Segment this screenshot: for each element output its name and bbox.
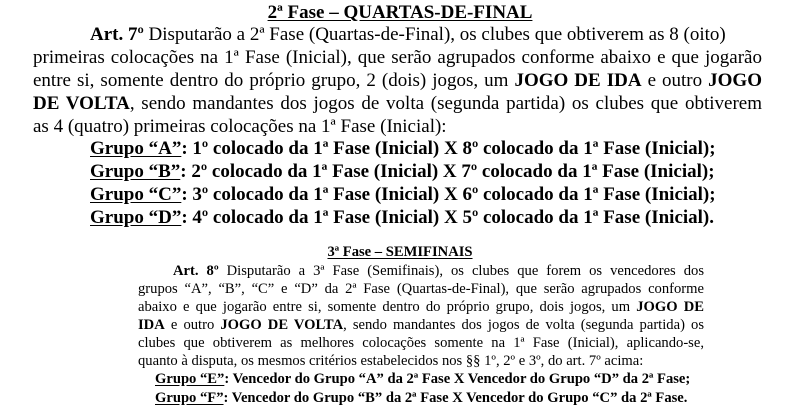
de-volta-label: DE VOLTA (33, 93, 130, 114)
art8-line2: grupos “A”, “B”, “C” e “D” da 2ª Fase (Quartas-de-Final), que serão agrupados conforme (138, 281, 704, 297)
group-f-line (155, 391, 687, 406)
group-b-label: Grupo “B” (90, 161, 181, 182)
fase2-heading: 2ª Fase – QUARTAS-DE-FINAL (267, 2, 533, 23)
art7-line4-b: , sendo mandantes dos jogos de volta (segunda partida) os clubes que obtiverem (129, 93, 762, 114)
group-f-label: Grupo “F” (155, 390, 224, 406)
group-a-label: Grupo “A” (90, 138, 182, 159)
group-b-line (90, 162, 715, 181)
art7-line5: as 4 (quatro) primeiras colocações na 1ª Fase (Inicial): (33, 116, 447, 137)
art7-label: Art. 7º (90, 24, 144, 45)
art8-line1-text: Disputarão a 3ª Fase (Semifinais), os clubes que forem os vencedores dos (218, 263, 704, 279)
group-b-text: : 2º colocado da 1ª Fase (Inicial) X 7º colocado da 1ª Fase (Inicial); (180, 161, 715, 182)
art7-line3-a: entre si, somente dentro do próprio grupo, 2 (dois) jogos, um (33, 70, 515, 91)
group-a-text: : 1º colocado da 1ª Fase (Inicial) X 8º colocado da 1ª Fase (Inicial); (181, 138, 716, 159)
group-c-line (90, 185, 716, 204)
art8-line4 (138, 318, 704, 333)
group-e-text: : Vencedor do Grupo “A” da 2ª Fase X Vencedor do Grupo “D” da 2ª Fase; (224, 371, 691, 387)
fase3-heading: 3ª Fase – SEMIFINAIS (327, 244, 473, 260)
art8-line5: clubes que obtiverem as melhores colocações somente na 1ª Fase (Inicial), aplicando-se, (138, 335, 704, 351)
art7-line1-text: Disputarão a 2ª Fase (Quartas-de-Final), os clubes que obtiverem as 8 (oito) (143, 24, 726, 45)
jogo-de-ida-label: JOGO DE IDA (514, 70, 642, 91)
art8-line3-a: abaixo e que jogarão entre si, somente dentro do próprio grupo, dois jogos, um (138, 299, 637, 315)
art7-line3-c: e outro (641, 70, 709, 91)
jogo-de-label: JOGO DE (636, 299, 704, 315)
group-c-label: Grupo “C” (90, 184, 182, 205)
jogo-label: JOGO (708, 70, 762, 91)
group-c-text: : 3º colocado da 1ª Fase (Inicial) X 6º colocado da 1ª Fase (Inicial); (181, 184, 716, 205)
group-f-text: : Vencedor do Grupo “B” da 2ª Fase X Vencedor do Grupo “C” da 2ª Fase. (223, 390, 688, 406)
group-a-line (90, 139, 716, 158)
art7-line1 (90, 25, 726, 44)
art8-line3 (138, 300, 704, 315)
group-e-line (155, 372, 690, 387)
group-d-text: : 4º colocado da 1ª Fase (Inicial) X 5º colocado da 1ª Fase (Inicial). (181, 207, 715, 228)
ida-label: IDA (138, 317, 165, 333)
group-e-label: Grupo “E” (155, 371, 225, 387)
art7-line2: primeiras colocações na 1ª Fase (Inicial), que serão agrupados conforme abaixo e que jogarão (33, 47, 762, 68)
art8-line1 (173, 264, 704, 279)
art8-line6: quanto à disputa, os mesmos critérios estabelecidos nos §§ 1º, 2º e 3º, do art. 7º acima: (138, 353, 644, 369)
jogo-de-volta-label: JOGO DE VOLTA (220, 317, 344, 333)
art7-line4 (33, 94, 762, 113)
group-d-line (90, 208, 714, 227)
art7-line3 (33, 71, 762, 90)
group-d-label: Grupo “D” (90, 207, 182, 228)
art8-line4-d: , sendo mandantes dos jogos de volta (segunda partida) os (343, 317, 705, 333)
art8-line4-b: e outro (164, 317, 221, 333)
art8-label: Art. 8º (173, 263, 219, 279)
